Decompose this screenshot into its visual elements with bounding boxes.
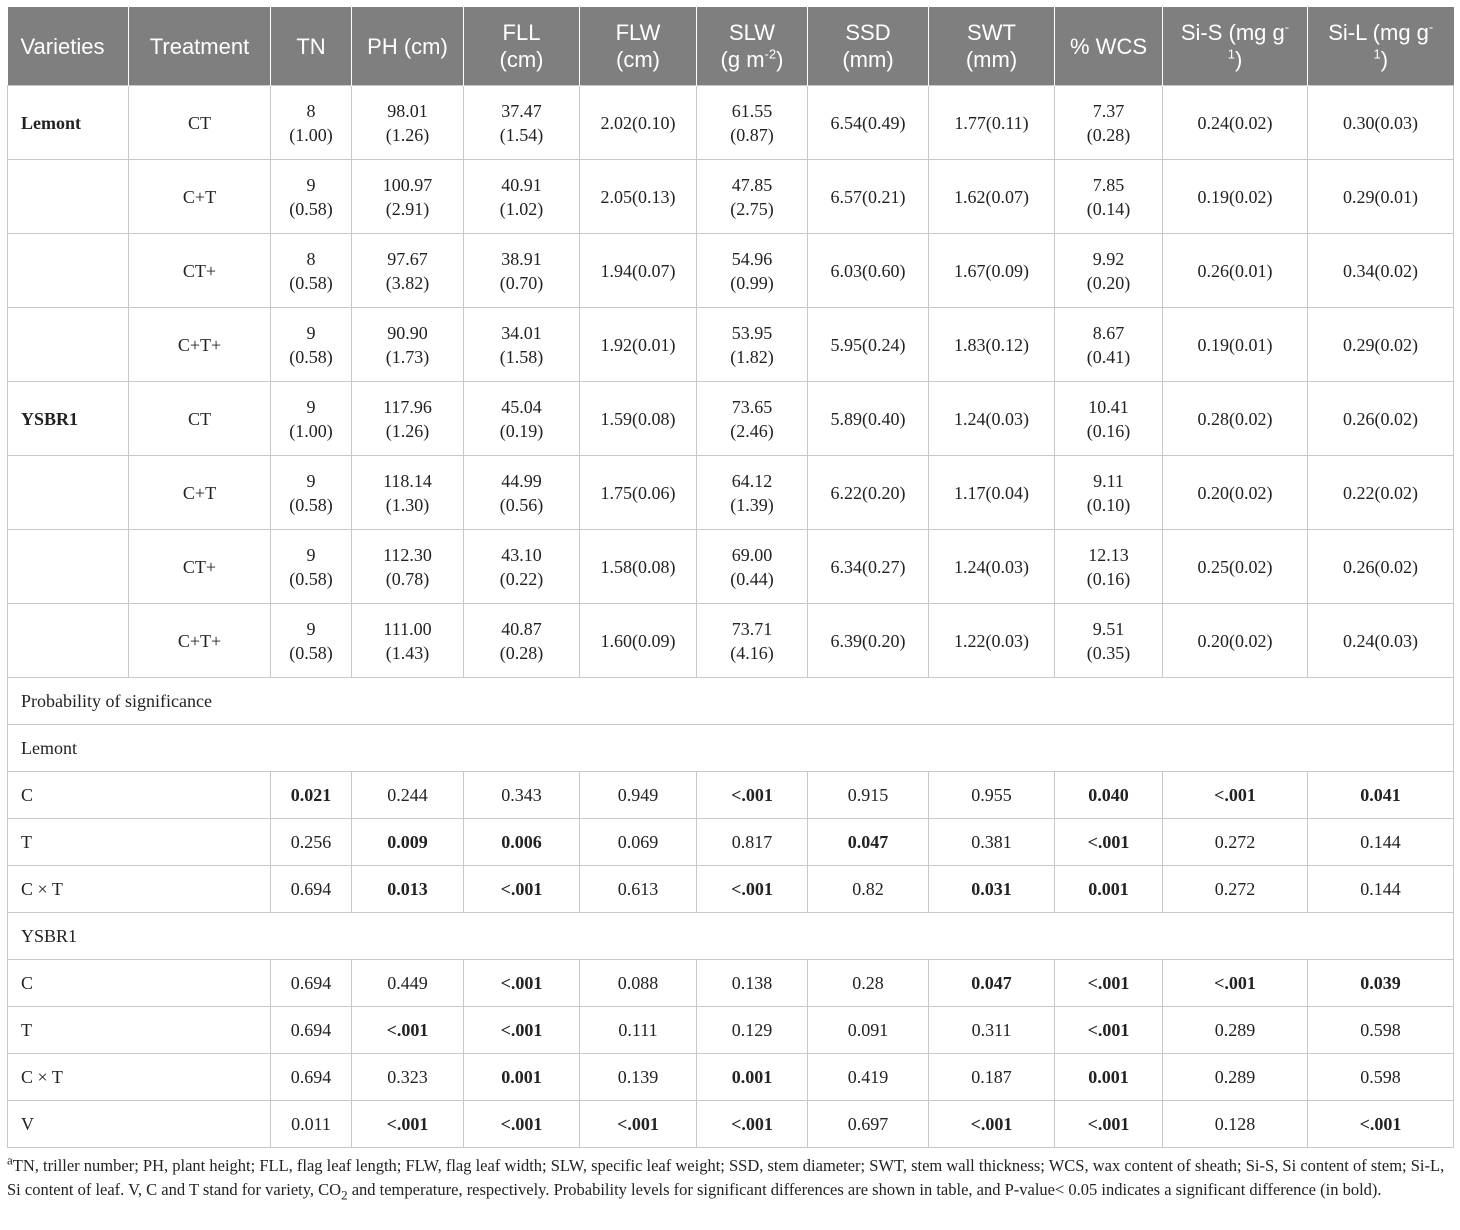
col-ph: PH (cm): [352, 7, 464, 86]
variety-cell: [8, 604, 129, 678]
p-value-cell: 0.088: [580, 960, 697, 1007]
table-row: [8, 456, 1454, 530]
probability-heading-row: [8, 678, 1454, 725]
si-l-cell: 0.26(0.02): [1308, 530, 1454, 604]
wcs-cell: 10.41 (0.16): [1055, 382, 1163, 456]
ph-cell: 111.00 (1.43): [352, 604, 464, 678]
p-value-cell: 0.047: [808, 819, 929, 866]
flw-cell: 1.58(0.08): [580, 530, 697, 604]
ph-cell: 117.96 (1.26): [352, 382, 464, 456]
p-value-cell: <.001: [352, 1007, 464, 1054]
p-value-cell: 0.694: [271, 960, 352, 1007]
p-value-row: [8, 1007, 1454, 1054]
si-l-cell: 0.29(0.02): [1308, 308, 1454, 382]
p-value-row: [8, 1101, 1454, 1148]
probability-heading: Probability of significance: [8, 678, 1454, 725]
slw-cell: 73.71 (4.16): [697, 604, 808, 678]
flw-cell: 1.92(0.01): [580, 308, 697, 382]
p-value-cell: 0.001: [697, 1054, 808, 1101]
treatment-cell: CT+: [129, 530, 271, 604]
p-value-cell: <.001: [464, 960, 580, 1007]
p-value-cell: <.001: [1163, 960, 1308, 1007]
factor-label: C × T: [8, 866, 271, 913]
p-value-cell: 0.138: [697, 960, 808, 1007]
fll-cell: 43.10 (0.22): [464, 530, 580, 604]
p-value-cell: 0.001: [1055, 866, 1163, 913]
col-swt: SWT (mm): [929, 7, 1055, 86]
tn-cell: 9 (0.58): [271, 456, 352, 530]
slw-cell: 47.85 (2.75): [697, 160, 808, 234]
p-value-cell: 0.069: [580, 819, 697, 866]
col-ssd: SSD (mm): [808, 7, 929, 86]
si-s-cell: 0.19(0.01): [1163, 308, 1308, 382]
wcs-cell: 9.92 (0.20): [1055, 234, 1163, 308]
tn-cell: 9 (0.58): [271, 604, 352, 678]
p-value-cell: 0.955: [929, 772, 1055, 819]
p-value-cell: 0.311: [929, 1007, 1055, 1054]
variety-cell: [8, 308, 129, 382]
col-fll: FLL (cm): [464, 7, 580, 86]
p-value-cell: 0.272: [1163, 819, 1308, 866]
flw-cell: 1.94(0.07): [580, 234, 697, 308]
si-l-cell: 0.22(0.02): [1308, 456, 1454, 530]
factor-label: V: [8, 1101, 271, 1148]
p-value-cell: 0.598: [1308, 1007, 1454, 1054]
slw-cell: 69.00 (0.44): [697, 530, 808, 604]
ysbr1-heading: YSBR1: [8, 913, 1454, 960]
treatment-cell: C+T+: [129, 308, 271, 382]
p-value-cell: <.001: [697, 1101, 808, 1148]
p-value-cell: <.001: [1055, 819, 1163, 866]
p-value-cell: 0.419: [808, 1054, 929, 1101]
ph-cell: 118.14 (1.30): [352, 456, 464, 530]
table-row: [8, 382, 1454, 456]
p-value-row: [8, 819, 1454, 866]
wcs-cell: 12.13 (0.16): [1055, 530, 1163, 604]
fll-cell: 37.47 (1.54): [464, 86, 580, 160]
p-value-cell: 0.272: [1163, 866, 1308, 913]
wcs-cell: 8.67 (0.41): [1055, 308, 1163, 382]
swt-cell: 1.24(0.03): [929, 382, 1055, 456]
p-value-cell: 0.139: [580, 1054, 697, 1101]
results-table: [7, 7, 1454, 1148]
si-s-cell: 0.25(0.02): [1163, 530, 1308, 604]
fll-cell: 44.99 (0.56): [464, 456, 580, 530]
wcs-cell: 9.51 (0.35): [1055, 604, 1163, 678]
variety-cell: Lemont: [8, 86, 129, 160]
si-s-cell: 0.24(0.02): [1163, 86, 1308, 160]
wcs-cell: 7.37 (0.28): [1055, 86, 1163, 160]
ssd-cell: 6.39(0.20): [808, 604, 929, 678]
treatment-cell: CT: [129, 382, 271, 456]
p-value-cell: <.001: [352, 1101, 464, 1148]
factor-label: T: [8, 819, 271, 866]
p-value-cell: 0.289: [1163, 1054, 1308, 1101]
si-s-cell: 0.28(0.02): [1163, 382, 1308, 456]
p-value-row: [8, 1054, 1454, 1101]
ssd-cell: 5.95(0.24): [808, 308, 929, 382]
table-row: [8, 530, 1454, 604]
col-tn: TN: [271, 7, 352, 86]
p-value-cell: 0.041: [1308, 772, 1454, 819]
flw-cell: 2.02(0.10): [580, 86, 697, 160]
p-value-cell: 0.039: [1308, 960, 1454, 1007]
si-l-cell: 0.34(0.02): [1308, 234, 1454, 308]
p-value-cell: 0.111: [580, 1007, 697, 1054]
wcs-cell: 7.85 (0.14): [1055, 160, 1163, 234]
p-value-cell: 0.009: [352, 819, 464, 866]
si-l-cell: 0.24(0.03): [1308, 604, 1454, 678]
factor-label: T: [8, 1007, 271, 1054]
swt-cell: 1.77(0.11): [929, 86, 1055, 160]
p-value-cell: <.001: [929, 1101, 1055, 1148]
ssd-cell: 6.34(0.27): [808, 530, 929, 604]
p-value-cell: <.001: [1055, 960, 1163, 1007]
tn-cell: 9 (1.00): [271, 382, 352, 456]
factor-label: C: [8, 772, 271, 819]
tn-cell: 8 (0.58): [271, 234, 352, 308]
p-value-cell: 0.598: [1308, 1054, 1454, 1101]
tn-cell: 8 (1.00): [271, 86, 352, 160]
flw-cell: 1.60(0.09): [580, 604, 697, 678]
p-value-cell: 0.006: [464, 819, 580, 866]
p-value-cell: 0.381: [929, 819, 1055, 866]
ssd-cell: 6.54(0.49): [808, 86, 929, 160]
p-value-cell: <.001: [1308, 1101, 1454, 1148]
fll-cell: 38.91 (0.70): [464, 234, 580, 308]
table-body: [8, 86, 1454, 1148]
ssd-cell: 6.03(0.60): [808, 234, 929, 308]
p-value-cell: <.001: [464, 1101, 580, 1148]
p-value-cell: 0.040: [1055, 772, 1163, 819]
si-s-cell: 0.20(0.02): [1163, 604, 1308, 678]
p-value-cell: <.001: [1163, 772, 1308, 819]
col-varieties: Varieties: [8, 7, 129, 86]
si-l-cell: 0.26(0.02): [1308, 382, 1454, 456]
p-value-cell: 0.82: [808, 866, 929, 913]
flw-cell: 1.75(0.06): [580, 456, 697, 530]
factor-label: C × T: [8, 1054, 271, 1101]
p-value-cell: 0.244: [352, 772, 464, 819]
p-value-cell: 0.013: [352, 866, 464, 913]
fll-cell: 34.01 (1.58): [464, 308, 580, 382]
fll-cell: 40.87 (0.28): [464, 604, 580, 678]
swt-cell: 1.67(0.09): [929, 234, 1055, 308]
ph-cell: 100.97 (2.91): [352, 160, 464, 234]
p-value-cell: 0.128: [1163, 1101, 1308, 1148]
p-value-cell: 0.323: [352, 1054, 464, 1101]
slw-cell: 73.65 (2.46): [697, 382, 808, 456]
table-row: [8, 234, 1454, 308]
p-value-cell: 0.694: [271, 866, 352, 913]
col-wcs: % WCS: [1055, 7, 1163, 86]
variety-cell: YSBR1: [8, 382, 129, 456]
p-value-cell: 0.091: [808, 1007, 929, 1054]
treatment-cell: CT: [129, 86, 271, 160]
p-value-cell: 0.021: [271, 772, 352, 819]
p-value-cell: <.001: [1055, 1007, 1163, 1054]
p-value-cell: 0.694: [271, 1007, 352, 1054]
swt-cell: 1.22(0.03): [929, 604, 1055, 678]
variety-cell: [8, 234, 129, 308]
p-value-cell: <.001: [464, 866, 580, 913]
si-l-cell: 0.30(0.03): [1308, 86, 1454, 160]
p-value-cell: 0.047: [929, 960, 1055, 1007]
ssd-cell: 6.22(0.20): [808, 456, 929, 530]
col-si-s: Si-S (mg g- $^1$): [1163, 7, 1308, 86]
ph-cell: 90.90 (1.73): [352, 308, 464, 382]
ph-cell: 98.01 (1.26): [352, 86, 464, 160]
tn-cell: 9 (0.58): [271, 530, 352, 604]
treatment-cell: C+T: [129, 456, 271, 530]
variety-cell: [8, 160, 129, 234]
tn-cell: 9 (0.58): [271, 308, 352, 382]
p-value-cell: 0.817: [697, 819, 808, 866]
p-value-cell: 0.129: [697, 1007, 808, 1054]
p-value-cell: 0.001: [464, 1054, 580, 1101]
p-value-cell: 0.144: [1308, 866, 1454, 913]
table-row: [8, 86, 1454, 160]
swt-cell: 1.24(0.03): [929, 530, 1055, 604]
slw-cell: 53.95 (1.82): [697, 308, 808, 382]
slw-cell: 54.96 (0.99): [697, 234, 808, 308]
col-slw: SLW (g $m^{-2}$): [697, 7, 808, 86]
fll-cell: 40.91 (1.02): [464, 160, 580, 234]
swt-cell: 1.62(0.07): [929, 160, 1055, 234]
p-value-row: [8, 960, 1454, 1007]
tn-cell: 9 (0.58): [271, 160, 352, 234]
swt-cell: 1.83(0.12): [929, 308, 1055, 382]
variety-cell: [8, 530, 129, 604]
p-value-cell: 0.001: [1055, 1054, 1163, 1101]
table-row: [8, 160, 1454, 234]
factor-label: C: [8, 960, 271, 1007]
si-s-cell: 0.20(0.02): [1163, 456, 1308, 530]
flw-cell: 2.05(0.13): [580, 160, 697, 234]
lemont-heading: Lemont: [8, 725, 1454, 772]
variety-cell: [8, 456, 129, 530]
si-l-cell: 0.29(0.01): [1308, 160, 1454, 234]
p-value-cell: 0.031: [929, 866, 1055, 913]
col-treatment: Treatment: [129, 7, 271, 86]
ssd-cell: 5.89(0.40): [808, 382, 929, 456]
col-si-l: Si-L (mg g- $^1$): [1308, 7, 1454, 86]
p-value-cell: 0.144: [1308, 819, 1454, 866]
p-value-cell: 0.256: [271, 819, 352, 866]
treatment-cell: C+T+: [129, 604, 271, 678]
p-value-cell: <.001: [580, 1101, 697, 1148]
flw-cell: 1.59(0.08): [580, 382, 697, 456]
slw-cell: 64.12 (1.39): [697, 456, 808, 530]
treatment-cell: C+T: [129, 160, 271, 234]
p-value-row: [8, 772, 1454, 819]
lemont-heading-row: [8, 725, 1454, 772]
col-flw: FLW (cm): [580, 7, 697, 86]
wcs-cell: 9.11 (0.10): [1055, 456, 1163, 530]
p-value-cell: <.001: [697, 772, 808, 819]
swt-cell: 1.17(0.04): [929, 456, 1055, 530]
header-row: [8, 7, 1454, 86]
p-value-cell: <.001: [697, 866, 808, 913]
p-value-cell: 0.915: [808, 772, 929, 819]
slw-cell: 61.55 (0.87): [697, 86, 808, 160]
fll-cell: 45.04 (0.19): [464, 382, 580, 456]
ssd-cell: 6.57(0.21): [808, 160, 929, 234]
ph-cell: 97.67 (3.82): [352, 234, 464, 308]
ph-cell: 112.30 (0.78): [352, 530, 464, 604]
si-s-cell: 0.19(0.02): [1163, 160, 1308, 234]
table-row: [8, 308, 1454, 382]
p-value-cell: 0.449: [352, 960, 464, 1007]
p-value-cell: <.001: [1055, 1101, 1163, 1148]
treatment-cell: CT+: [129, 234, 271, 308]
si-s-cell: 0.26(0.01): [1163, 234, 1308, 308]
p-value-row: [8, 866, 1454, 913]
p-value-cell: 0.343: [464, 772, 580, 819]
p-value-cell: 0.28: [808, 960, 929, 1007]
table-row: [8, 604, 1454, 678]
p-value-cell: 0.289: [1163, 1007, 1308, 1054]
p-value-cell: 0.187: [929, 1054, 1055, 1101]
p-value-cell: 0.613: [580, 866, 697, 913]
p-value-cell: <.001: [464, 1007, 580, 1054]
ysbr1-heading-row: [8, 913, 1454, 960]
p-value-cell: 0.011: [271, 1101, 352, 1148]
p-value-cell: 0.694: [271, 1054, 352, 1101]
table-footnote: $^a$TN, triller number; PH, plant height; FLL, flag leaf length; FLW, flag leaf width; SLW, specific leaf weight; SSD, stem diameter; SWT, stem wall thickness; WCS, wax content of sheath; Si-S, Si content of stem; Si-L, Si content of leaf. V, C and T stand for variety, $CO_2$ and temperature, respectively. Probability levels for significant differences are shown in table, and P-value< 0.05 indicates a significant difference (in bold).: [7, 1152, 1445, 1202]
p-value-cell: 0.697: [808, 1101, 929, 1148]
p-value-cell: 0.949: [580, 772, 697, 819]
